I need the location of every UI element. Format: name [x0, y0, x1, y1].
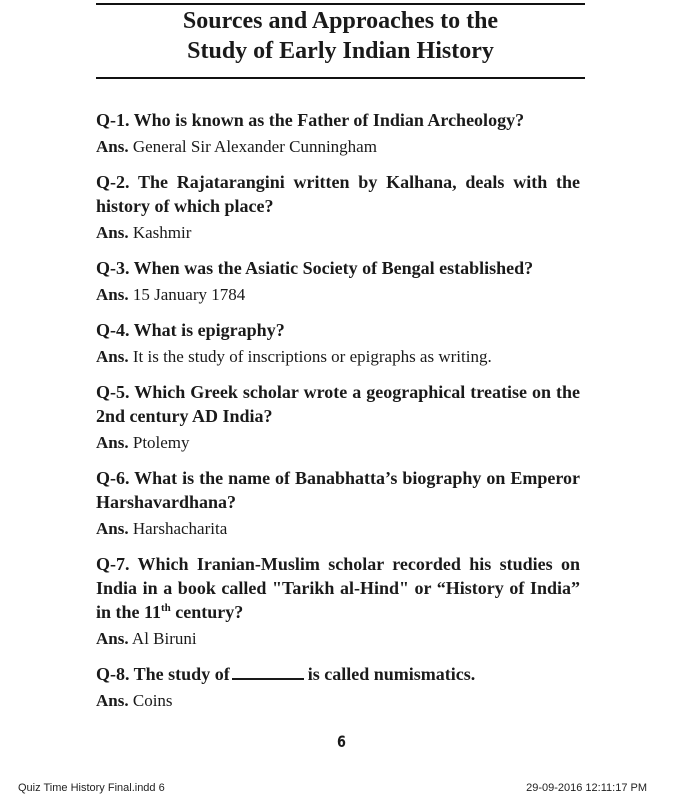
question-6: Q-6. What is the name of Banabhatta’s biography on Emperor Harshavardhana?	[96, 468, 580, 512]
question-7	[96, 552, 580, 624]
question-3: Q-3. When was the Asiatic Society of Bengal established?	[96, 258, 534, 278]
qa-item-8	[96, 662, 580, 713]
question-8-text: Q-8. The study of	[96, 664, 230, 684]
title-top-rule	[96, 3, 585, 5]
chapter-title	[96, 6, 585, 66]
answer-label: Ans.	[96, 137, 129, 156]
chapter-title-line-1: Sources and Approaches to the	[182, 8, 499, 34]
answer-label: Ans.	[96, 519, 129, 538]
qa-item-7	[96, 552, 580, 651]
answer-2	[96, 221, 580, 245]
answer-label: Ans.	[96, 285, 129, 304]
qa-item-1	[96, 108, 580, 159]
page-number: 6	[337, 732, 346, 751]
answer-text: Harshacharita	[132, 519, 228, 538]
question-5: Q-5. Which Greek scholar wrote a geographical treatise on the 2nd century AD India?	[96, 382, 580, 426]
question-7-text-end: century?	[170, 602, 244, 622]
answer-text: Coins	[132, 691, 173, 710]
qa-item-6	[96, 466, 580, 541]
title-bottom-rule	[96, 77, 585, 79]
question-8	[96, 662, 580, 686]
answer-label: Ans.	[96, 629, 129, 648]
question-7-text: Q-7. Which Iranian-Muslim scholar recorded his studies on India in a book called "Tarikh al-Hind" or “History of India” in the 11	[96, 554, 580, 622]
answer-4	[96, 345, 580, 369]
ordinal-suffix: th	[161, 602, 171, 614]
answer-text: 15 January 1784	[132, 285, 246, 304]
answer-label: Ans.	[96, 433, 129, 452]
question-4: Q-4. What is epigraphy?	[96, 320, 285, 340]
question-1: Q-1. Who is known as the Father of Indian Archeology?	[96, 110, 525, 130]
answer-text: General Sir Alexander Cunningham	[132, 137, 377, 156]
answer-1	[96, 135, 580, 159]
qa-item-4	[96, 318, 580, 369]
answer-6	[96, 517, 580, 541]
footer-timestamp: 29-09-2016 12:11:17 PM	[526, 782, 647, 794]
answer-text: It is the study of inscriptions or epigraphs as writing.	[132, 347, 492, 366]
fill-in-blank	[232, 662, 304, 680]
answer-8	[96, 689, 580, 713]
answer-3	[96, 283, 580, 307]
answer-label: Ans.	[96, 223, 129, 242]
question-answer-list	[96, 108, 580, 724]
answer-label: Ans.	[96, 691, 129, 710]
qa-item-5	[96, 380, 580, 455]
answer-text: Kashmir	[132, 223, 192, 242]
answer-text: Ptolemy	[132, 433, 190, 452]
question-2: Q-2. The Rajatarangini written by Kalhana, deals with the history of which place?	[96, 172, 580, 216]
answer-label: Ans.	[96, 347, 129, 366]
question-8-text-end: is called numismatics.	[307, 664, 476, 684]
qa-item-3	[96, 256, 580, 307]
qa-item-2	[96, 170, 580, 245]
chapter-title-line-2: Study of Early Indian History	[187, 38, 494, 64]
footer-file-info: Quiz Time History Final.indd 6	[18, 782, 165, 794]
answer-5	[96, 431, 580, 455]
answer-7	[96, 627, 580, 651]
answer-text: Al Biruni	[131, 629, 197, 648]
